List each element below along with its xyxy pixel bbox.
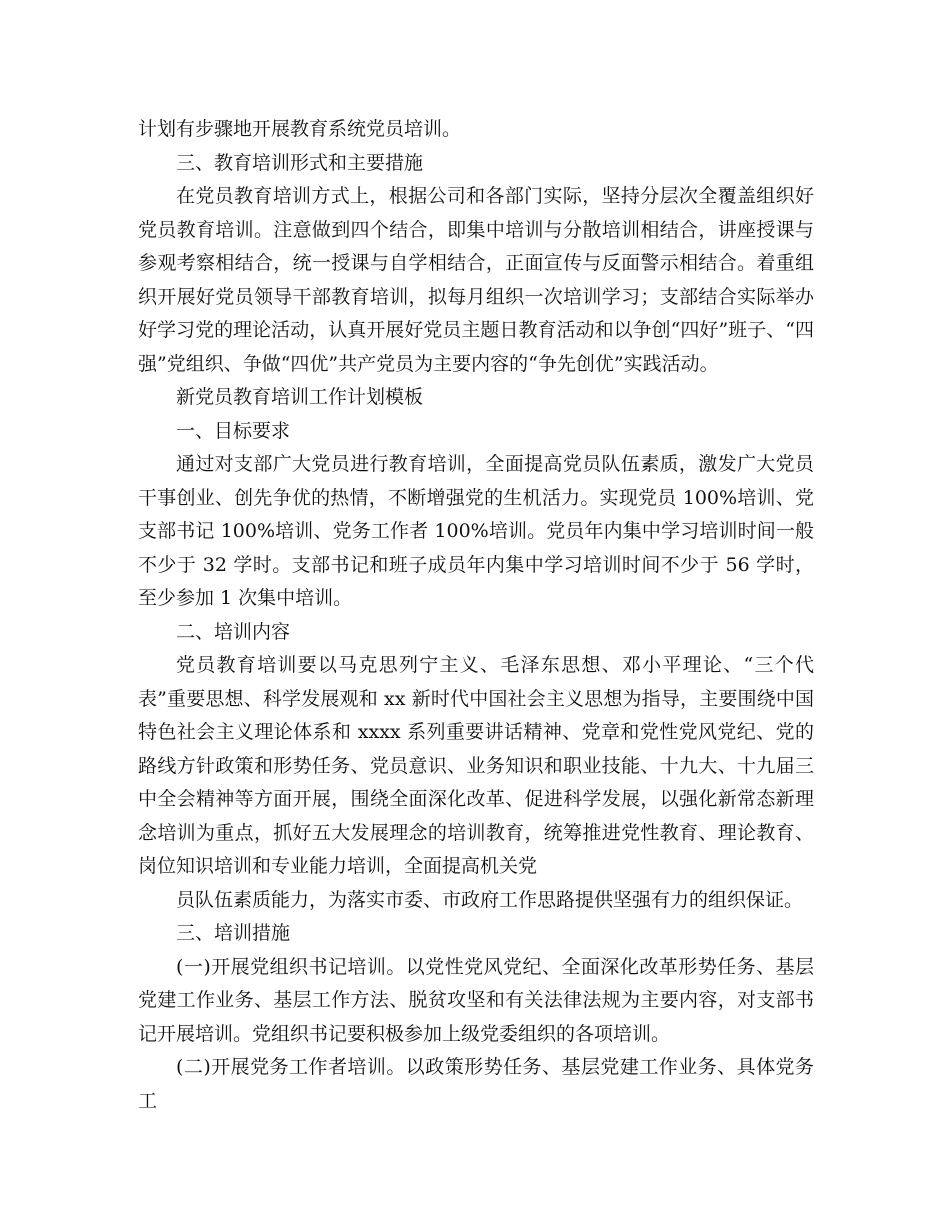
paragraph-measure-1: (一)开展党组织书记培训。以党性党风党纪、全面深化改革形势任务、基层党建工作业务、基层工作方法、脱贫攻坚和有关法律法规为主要内容，对支部书记开展培训。党组织书记要积极参加上级党委组织的各项培训。 [138,955,814,1045]
paragraph-training-content-cont: 员队伍素质能力，为落实市委、市政府工作思路提供坚强有力的组织保证。 [176,888,804,911]
heading-training-forms: 三、教育培训形式和主要措施 [176,151,424,174]
document-body [138,113,814,1118]
heading-plan-template: 新党员教育培训工作计划模板 [176,386,424,408]
heading-goals: 一、目标要求 [176,419,291,442]
paragraph-intro-tail: 计划有步骤地开展教育系统党员培训。 [138,118,462,140]
paragraph-measure-2: (二)开展党务工作者培训。以政策形势任务、基层党建工作业务、具体党务工 [138,1056,814,1112]
paragraph-training-content: 党员教育培训要以马克思列宁主义、毛泽东思想、邓小平理论、“三个代表”重要思想、科学发展观和 xx 新时代中国社会主义思想为指导，主要围绕中国特色社会主义理论体系和 xxxx 系列重要讲话精神、党章和党性党风党纪、党的路线方针政策和形势任务、党员意识、业务知识和职业技能、十九大、十九届三中全会精神等方面开展，围绕全面深化改革、促进科学发展，以强化新常态新理念培训为重点，抓好五大发展理念的培训教育，统筹推进党性教育、理论教育、岗位知识培训和专业能力培训，全面提高机关党 [138,654,814,877]
heading-training-measures: 三、培训措施 [176,922,291,944]
heading-training-content: 二、培训内容 [176,620,291,643]
paragraph-training-methods: 在党员教育培训方式上，根据公司和各部门实际，坚持分层次全覆盖组织好党员教育培训。注意做到四个结合，即集中培训与分散培训相结合，讲座授课与参观考察相结合，统一授课与自学相结合，正面宣传与反面警示相结合。着重组织开展好党员领导干部教育培训，拟每月组织一次培训学习；支部结合实际举办好学习党的理论活动，认真开展好党员主题日教育活动和以争创“四好”班子、“四强”党组织、争做“四优”共产党员为主要内容的“争先创优”实践活动。 [138,185,814,375]
paragraph-goals: 通过对支部广大党员进行教育培训，全面提高党员队伍素质，激发广大党员干事创业、创先争优的热情，不断增强党的生机活力。实现党员 100%培训、党支部书记 100%培训、党务工作者 100%培训。党员年内集中学习培训时间一般不少于 32 学时。支部书记和班子成员年内集中学习培训时间不少于 56 学时，至少参加 1 次集中培训。 [138,453,814,609]
